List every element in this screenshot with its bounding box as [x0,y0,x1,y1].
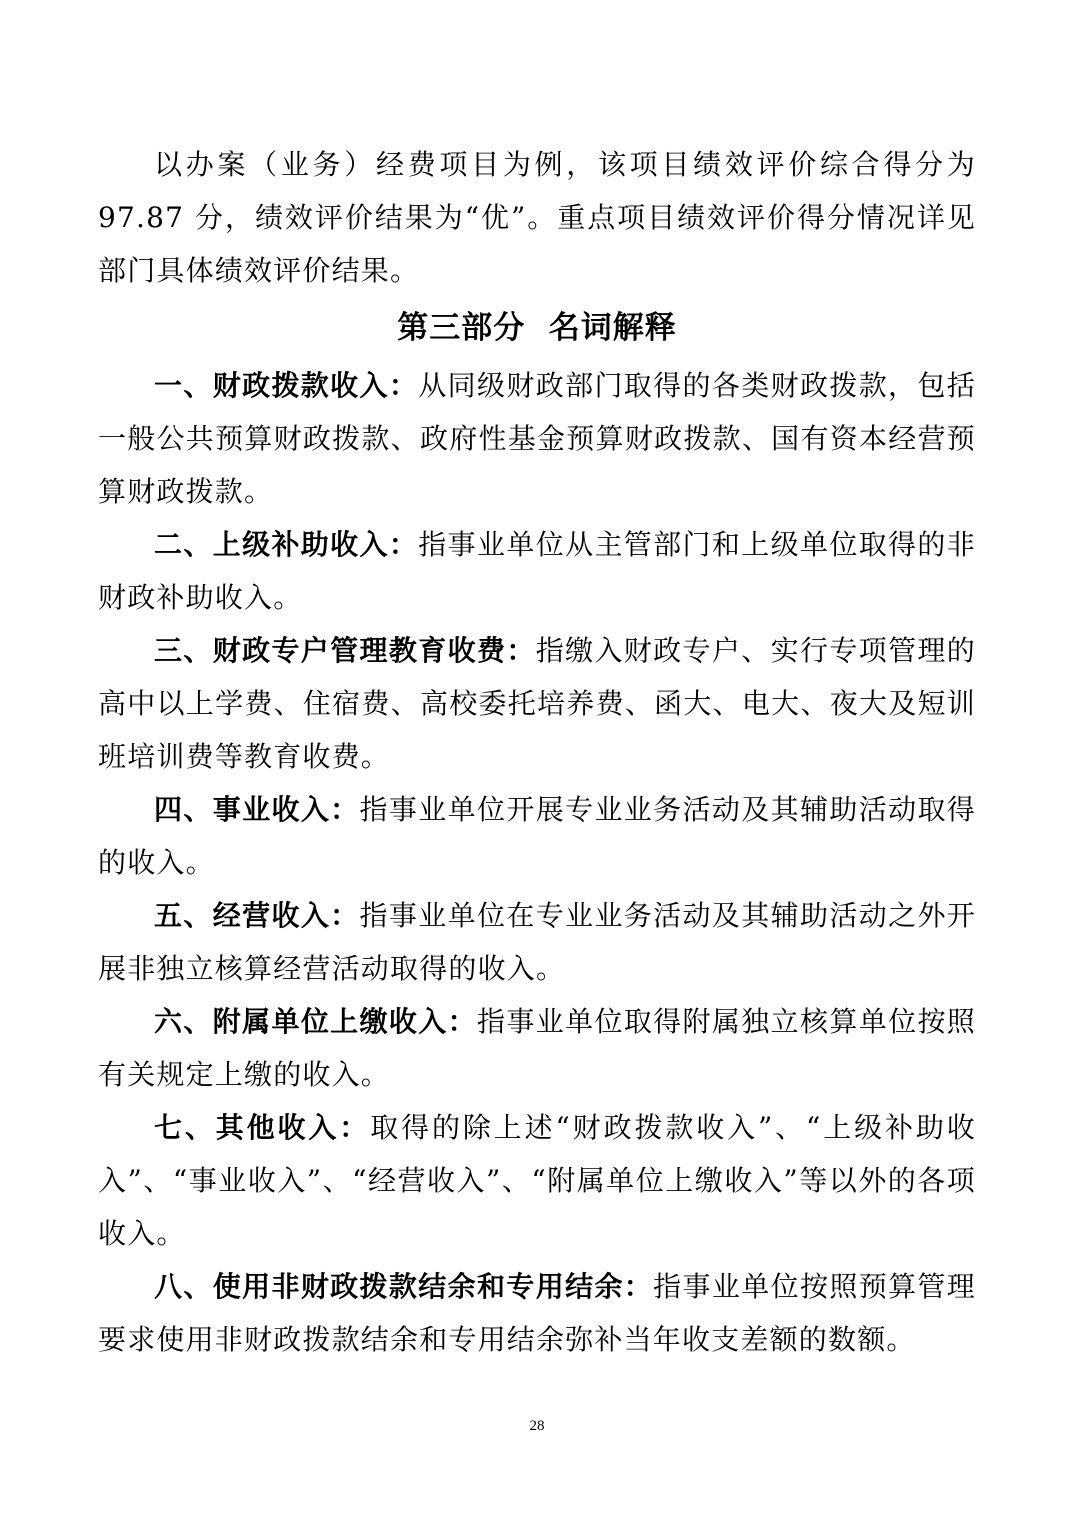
definition-item [98,359,976,518]
definition-term: 一、财政拨款收入： [154,369,419,402]
intro-paragraph: 以办案（业务）经费项目为例，该项目绩效评价综合得分为 97.87 分，绩效评价结果为“优”。重点项目绩效评价得分情况详见部门具体绩效评价结果。 [98,148,976,287]
definition-item [98,1260,976,1366]
definition-term: 七、其他收入： [154,1111,371,1144]
definition-term: 二、上级补助收入： [154,528,419,561]
definition-term: 五、经营收入： [154,899,360,932]
definition-item [98,889,976,995]
definition-text: 取得的除上述“财政拨款收入”、“上级补助收入”、“事业收入”、“经营收入”、“附属单位上缴收入”等以外的各项收入。 [98,1111,976,1250]
document-body [98,138,976,1366]
definition-term: 六、附属单位上缴收入： [154,1005,477,1038]
definition-text: 指事业单位开展专业业务活动及其辅助活动取得的收入。 [98,793,977,879]
definition-term: 八、使用非财政拨款结余和专用结余： [154,1270,654,1303]
definition-item [98,783,976,889]
definition-item [98,518,976,624]
definition-item [98,995,976,1101]
definition-term: 三、财政专户管理教育收费： [154,634,536,667]
definition-text: 指事业单位在专业业务活动及其辅助活动之外开展非独立核算经营活动取得的收入。 [98,899,977,985]
definition-item [98,1101,976,1260]
definition-text: 从同级财政部门取得的各类财政拨款，包括一般公共预算财政拨款、政府性基金预算财政拨款、国有资本经营预算财政拨款。 [98,369,976,508]
definition-item [98,624,976,783]
page-number: 28 [529,1418,545,1434]
definition-text: 指事业单位从主管部门和上级单位取得的非财政补助收入。 [98,528,976,614]
definition-text: 指事业单位按照预算管理要求使用非财政拨款结余和专用结余弥补当年收支差额的数额。 [98,1270,976,1356]
definition-text: 指事业单位取得附属独立核算单位按照有关规定上缴的收入。 [98,1005,977,1091]
definition-term: 四、事业收入： [154,793,360,826]
section-title: 第三部分 名词解释 [397,310,677,346]
definition-text: 指缴入财政专户、实行专项管理的高中以上学费、住宿费、高校委托培养费、函大、电大、夜大及短训班培训费等教育收费。 [98,634,976,773]
